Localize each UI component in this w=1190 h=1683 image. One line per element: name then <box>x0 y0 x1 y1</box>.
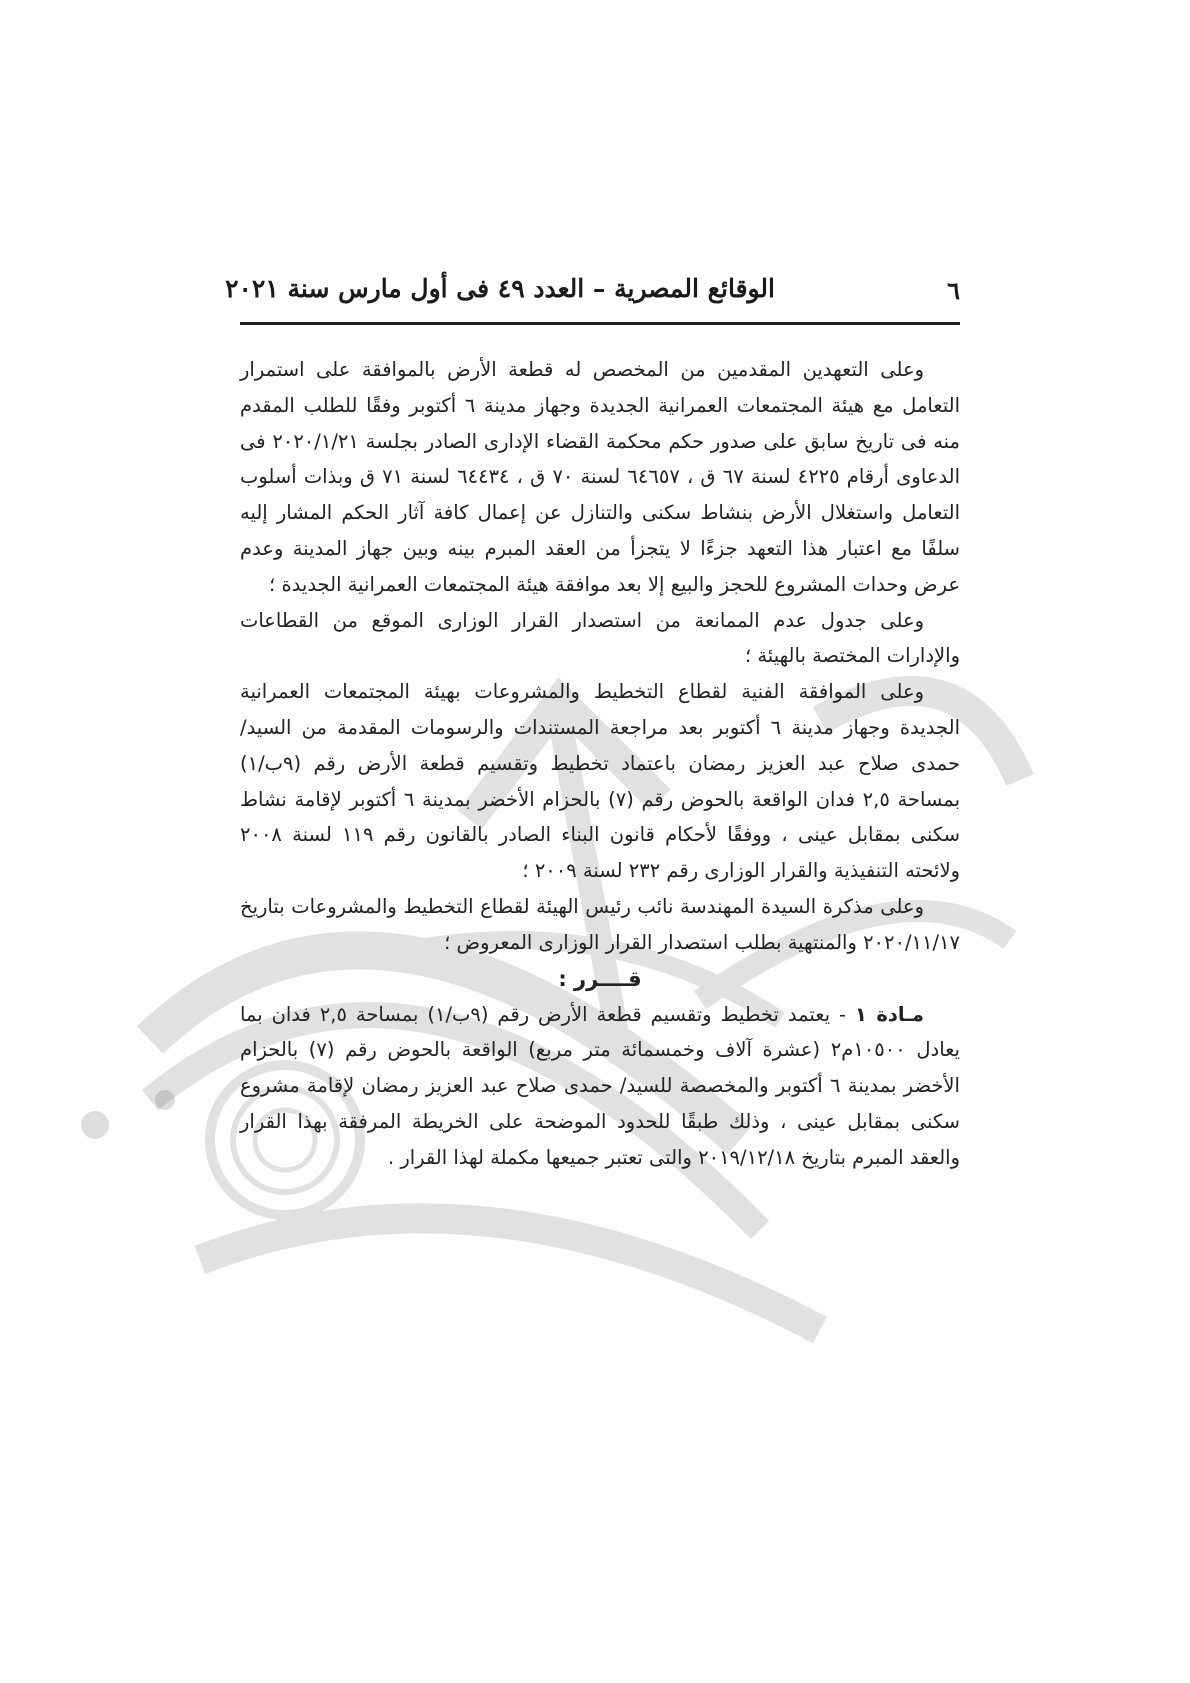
page-header <box>225 262 960 322</box>
article-1-text: - يعتمد تخطيط وتقسيم قطعة الأرض رقم (٩ب/١) بمساحة ٢,٥ فدان بما يعادل ١٠٥٠٠م٢ (عشرة آلاف وخمسمائة متر مربع) الواقعة بالحوض رقم (٧) بالحزام الأخضر بمدينة ٦ أكتوبر والمخصصة للسيد/ حمدى صلاح عبد العزيز رمضان لإقامة مشروع سكنى بمقابل عينى ، وذلك طبقًا للحدود الموضحة على الخريطة المرفقة بهذا القرار والعقد المبرم بتاريخ ٢٠١٩/١٢/١٨ والتى تعتبر جميعها مكملة لهذا القرار . <box>240 1002 960 1169</box>
gazette-title: الوقائع المصرية – العدد ٤٩ فى أول مارس سنة ٢٠٢١ <box>225 274 775 303</box>
header-divider <box>240 322 960 325</box>
document-body <box>240 352 960 1176</box>
paragraph-no-objection: وعلى جدول عدم الممانعة من استصدار القرار الوزارى الموقع من القطاعات والإدارات المختصة بالهيئة ؛ <box>240 608 960 668</box>
decided-heading: قــــرر : <box>558 966 642 991</box>
paragraph-technical-approval: وعلى الموافقة الفنية لقطاع التخطيط والمشروعات بهيئة المجتمعات العمرانية الجديدة وجهاز مدينة ٦ أكتوبر بعد مراجعة المستندات والرسومات المقدمة من السيد/ حمدى صلاح عبد العزيز رمضان باعتماد تخطيط وتقسيم قطعة الأرض رقم (٩ب/١) بمساحة ٢,٥ فدان الواقعة بالحوض رقم (٧) بالحزام الأخضر بمدينة ٦ أكتوبر لإقامة نشاط سكنى بمقابل عينى ، ووفقًا لأحكام قانون البناء الصادر بالقانون رقم ١١٩ لسنة ٢٠٠٨ ولائحته التنفيذية والقرار الوزارى رقم ٢٣٢ لسنة ٢٠٠٩ ؛ <box>240 680 960 883</box>
article-1-label: مـادة ١ <box>854 1002 924 1026</box>
paragraph-memo: وعلى مذكرة السيدة المهندسة نائب رئيس الهيئة لقطاع التخطيط والمشروعات بتاريخ ٢٠٢٠/١١/١٧ والمنتهية بطلب استصدار القرار الوزارى المعروض ؛ <box>240 894 960 954</box>
page-number: ٦ <box>947 276 960 305</box>
paragraph-undertakings: وعلى التعهدين المقدمين من المخصص له قطعة الأرض بالموافقة على استمرار التعامل مع هيئة المجتمعات العمرانية الجديدة وجهاز مدينة ٦ أكتوبر وفقًا للطلب المقدم منه فى تاريخ سابق على صدور حكم محكمة القضاء الإدارى الصادر بجلسة ٢٠٢٠/١/٢١ فى الدعاوى أرقام ٤٢٢٥ لسنة ٦٧ ق ، ٦٤٦٥٧ لسنة ٧٠ ق ، ٦٤٤٣٤ لسنة ٧١ ق وبذات أسلوب التعامل واستغلال الأرض بنشاط سكنى والتنازل عن إعمال كافة آثار الحكم المشار إليه سلفًا مع اعتبار هذا التعهد جزءًا لا يتجزأ من العقد المبرم بينه وبين جهاز المدينة وعدم عرض وحدات المشروع للحجز والبيع إلا بعد موافقة هيئة المجتمعات العمرانية الجديدة ؛ <box>240 358 960 596</box>
article-1 <box>240 997 960 1176</box>
